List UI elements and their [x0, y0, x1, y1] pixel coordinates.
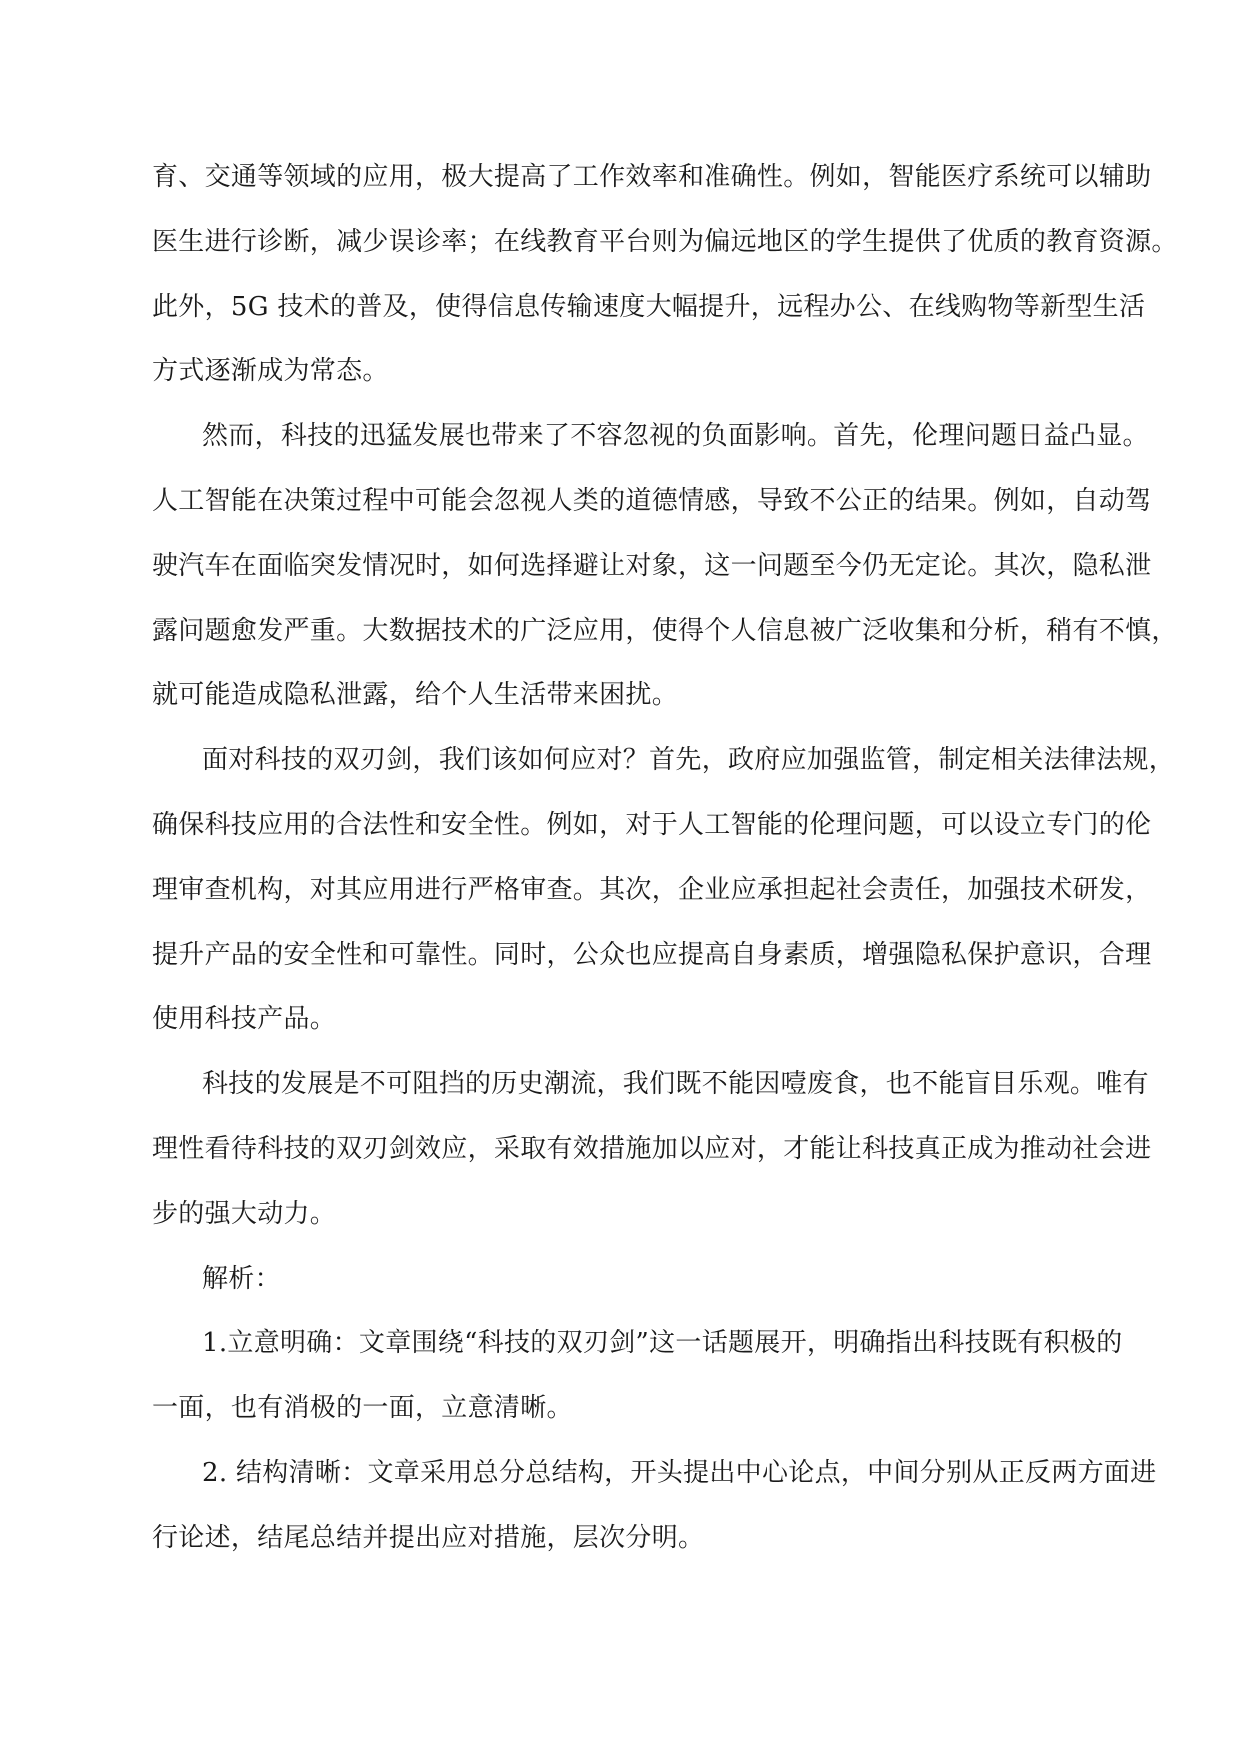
analysis-point: [152, 1441, 1157, 1571]
analysis-point: [152, 1311, 1123, 1441]
text-line: 使用科技产品。: [152, 1004, 337, 1035]
text-line: 面对科技的双刃剑，我们该如何应对？首先，政府应加强监管，制定相关法律法规，: [202, 745, 1176, 776]
text-line: 一面，也有消极的一面，立意清晰。: [152, 1393, 573, 1424]
text-line: 理性看待科技的双刃剑效应，采取有效措施加以应对，才能让科技真正成为推动社会进: [152, 1133, 1152, 1164]
text-line: 步的强大动力。: [152, 1198, 337, 1229]
text-line: 育、交通等领域的应用，极大提高了工作效率和准确性。例如，智能医疗系统可以辅助: [152, 162, 1152, 192]
text-line: 理审查机构，对其应用进行严格审查。其次，企业应承担起社会责任，加强技术研发，: [152, 874, 1152, 905]
text-line: 然而，科技的迅猛发展也带来了不容忽视的负面影响。首先，伦理问题日益凸显。: [202, 421, 1149, 452]
text-line: 露问题愈发严重。大数据技术的广泛应用，使得个人信息被广泛收集和分析，稍有不慎，: [152, 615, 1178, 646]
text-line: 1.立意明确：文章围绕“科技的双刃剑”这一话题展开，明确指出科技既有积极的: [202, 1328, 1123, 1359]
text-line: 行论述，结尾总结并提出应对措施，层次分明。: [152, 1522, 705, 1553]
text-line: 驶汽车在面临突发情况时，如何选择避让对象，这一问题至今仍无定论。其次，隐私泄: [152, 550, 1152, 581]
paragraph: [152, 404, 1178, 728]
paragraph: [152, 145, 1178, 404]
text-line: 就可能造成隐私泄露，给个人生活带来困扰。: [152, 680, 679, 711]
text-line: 2. 结构清晰：文章采用总分总结构，开头提出中心论点，中间分别从正反两方面进: [202, 1457, 1157, 1488]
text-line: 医生进行诊断，减少误诊率；在线教育平台则为偏远地区的学生提供了优质的教育资源。: [152, 226, 1178, 257]
text-line: 提升产品的安全性和可靠性。同时，公众也应提高自身素质，增强隐私保护意识，合理: [152, 939, 1152, 970]
text-line: 解析：: [202, 1263, 281, 1294]
analysis-heading: [152, 1247, 1092, 1312]
text-line: 此外，5G 技术的普及，使得信息传输速度大幅提升，远程办公、在线购物等新型生活: [152, 291, 1146, 322]
paragraph: [152, 728, 1176, 1052]
document-page: [152, 145, 1178, 1571]
paragraph: [152, 1052, 1152, 1246]
text-line: 科技的发展是不可阻挡的历史潮流，我们既不能因噎废食，也不能盲目乐观。唯有: [202, 1069, 1149, 1100]
text-line: 确保科技应用的合法性和安全性。例如，对于人工智能的伦理问题，可以设立专门的伦: [152, 809, 1152, 840]
text-line: 方式逐渐成为常态。: [152, 356, 389, 387]
text-line: 人工智能在决策过程中可能会忽视人类的道德情感，导致不公正的结果。例如，自动驾: [152, 485, 1152, 516]
